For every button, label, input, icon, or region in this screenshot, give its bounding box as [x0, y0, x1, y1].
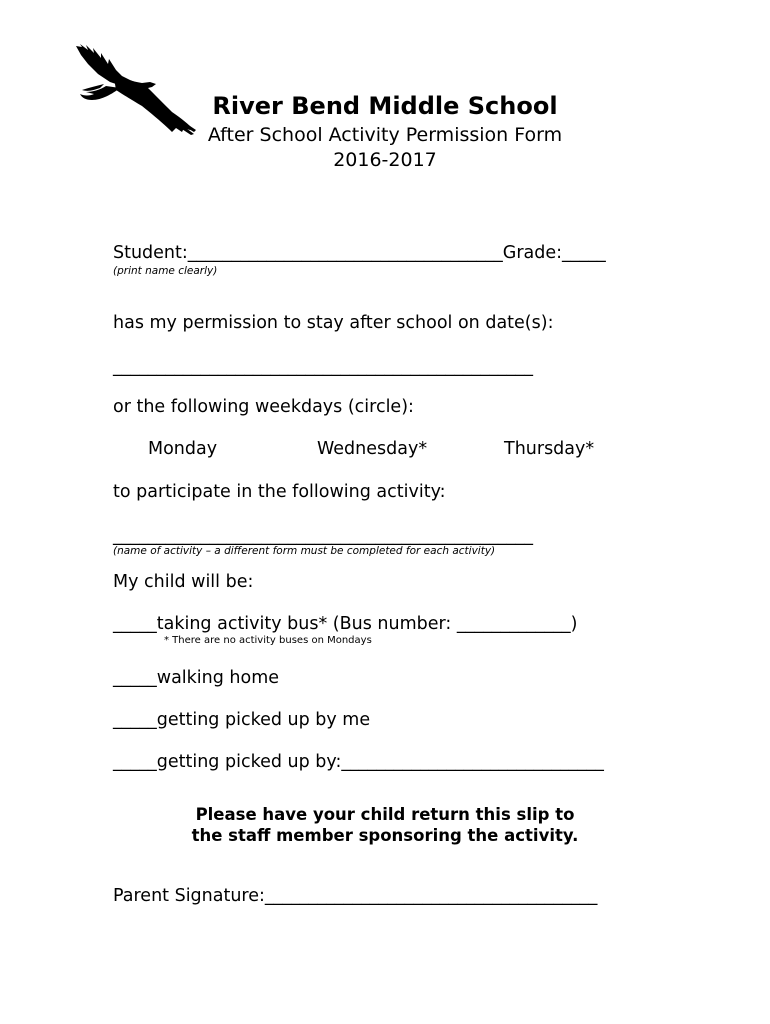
- option-activity-bus: _____taking activity bus* (Bus number: _____________): [113, 614, 578, 634]
- bus-note: * There are no activity buses on Mondays: [164, 635, 372, 646]
- activity-blank-line: ________________________________________________: [113, 526, 533, 546]
- weekdays-prompt: or the following weekdays (circle):: [113, 397, 414, 417]
- school-name: River Bend Middle School: [212, 92, 558, 120]
- permission-text: has my permission to stay after school on date(s):: [113, 313, 554, 333]
- return-notice-line2: the staff member sponsoring the activity.: [191, 826, 579, 845]
- option-picked-up-by-me: _____getting picked up by me: [113, 710, 371, 730]
- form-title: After School Activity Permission Form: [207, 124, 563, 146]
- activity-prompt: to participate in the following activity:: [113, 482, 446, 502]
- my-child-label: My child will be:: [113, 572, 254, 592]
- activity-hint: (name of activity – a different form must be completed for each activity): [113, 545, 496, 557]
- dates-blank-line: ________________________________________________: [113, 357, 533, 377]
- student-grade-line: Student:____________________________________Grade:_____: [113, 243, 606, 263]
- parent-signature-line: Parent Signature:______________________________________: [113, 886, 598, 906]
- weekday-wednesday: Wednesday*: [317, 439, 428, 459]
- print-name-hint: (print name clearly): [113, 265, 218, 277]
- option-picked-up-by: _____getting picked up by:______________________________: [113, 752, 604, 772]
- weekday-thursday: Thursday*: [504, 439, 595, 459]
- school-year: 2016-2017: [333, 149, 437, 171]
- return-notice-line1: Please have your child return this slip to: [195, 805, 575, 824]
- weekday-monday: Monday: [148, 439, 218, 459]
- option-walking-home: _____walking home: [113, 668, 280, 688]
